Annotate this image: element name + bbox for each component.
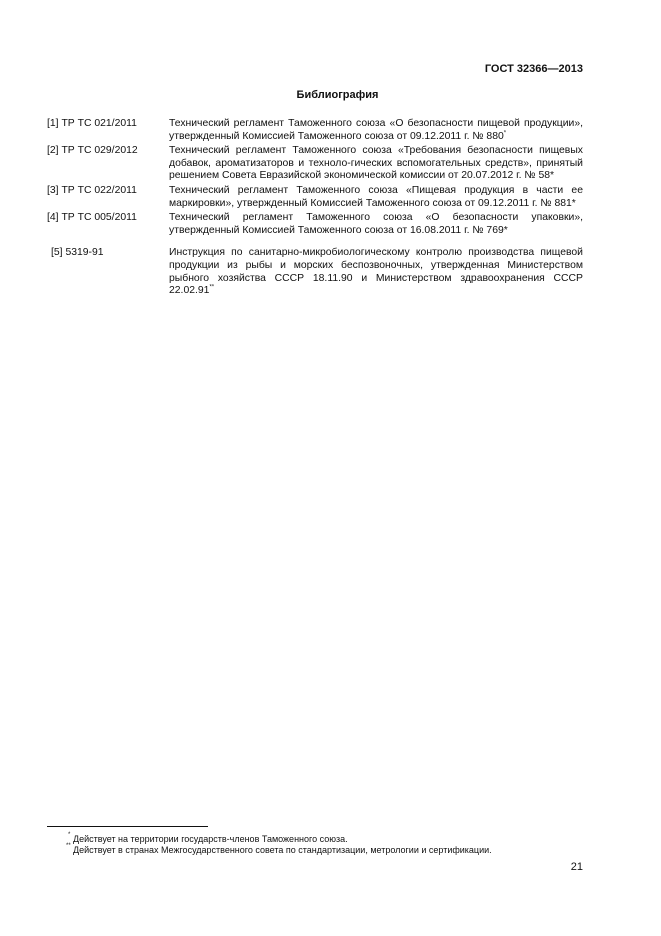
page-number: 21 <box>570 861 583 873</box>
bibliography-entry <box>47 118 583 143</box>
footnote <box>68 832 492 845</box>
footnote-mark: ** <box>66 843 71 849</box>
bibliography-list <box>47 118 583 300</box>
section-title: Библиография <box>296 89 379 101</box>
bibliography-entry <box>47 247 583 297</box>
footnote-mark: * <box>68 832 71 838</box>
bibliography-entry <box>47 185 583 210</box>
entry-description <box>169 212 583 237</box>
bibliography-entry <box>47 145 583 183</box>
footnote-mark: ** <box>209 284 215 291</box>
entry-text: Технический регламент Таможенного союза «О безопасности упаковки», утвержденный Комиссией Таможенного союза от 16.08.2011 г. № 769* <box>169 212 583 236</box>
footnote-text: Действует на территории государств-членов Таможенного союза. <box>73 834 348 844</box>
entry-reference: [4] ТР ТС 005/2011 <box>47 212 137 224</box>
entry-description <box>169 247 583 297</box>
bibliography-entry <box>47 212 583 237</box>
entry-reference: [1] ТР ТС 021/2011 <box>47 118 137 129</box>
entry-reference: [2] ТР ТС 029/2012 <box>47 145 138 157</box>
entry-text: Технический регламент Таможенного союза «Требования безопасности пищевых добавок, ароматизаторов и техноло-гических вспомогательных средств», принятый решением Совета Евразийской экономической комиссии от 20.07.2012 г. № 58* <box>169 145 583 182</box>
entry-text: Технический регламент Таможенного союза «Пищевая продукция в части ее маркировки», утвержденный Комиссией Таможенного союза от 09.12.2011 г. № 881* <box>169 184 583 209</box>
entry-description <box>169 185 583 210</box>
footnotes <box>66 832 492 856</box>
document-code: ГОСТ 32366—2013 <box>484 63 583 75</box>
footnote-divider <box>47 826 208 827</box>
footnote-text: Действует в странах Межгосударственного совета по стандартизации, метрологии и сертификации. <box>73 845 492 855</box>
footnote <box>66 843 492 856</box>
footnote-mark: * <box>503 130 507 137</box>
entry-reference: [3] ТР ТС 022/2011 <box>47 184 137 196</box>
entry-text: Инструкция по санитарно-микробиологическому контролю производства пищевой продукции из рыбы и морских беспозвоночных, утвержденная Министерством рыбного хозяйства СССР 18.11.90 и Министерством здравоохранения СССР 22.02.91 <box>169 247 583 297</box>
entry-reference: [5] 5319-91 <box>51 247 104 259</box>
entry-description <box>169 145 583 183</box>
entry-text: Технический регламент Таможенного союза «О безопасности пищевой продукции», утвержденный Комиссией Таможенного союза от 09.12.2011 г. № 880 <box>169 118 583 142</box>
entry-description <box>169 118 583 143</box>
